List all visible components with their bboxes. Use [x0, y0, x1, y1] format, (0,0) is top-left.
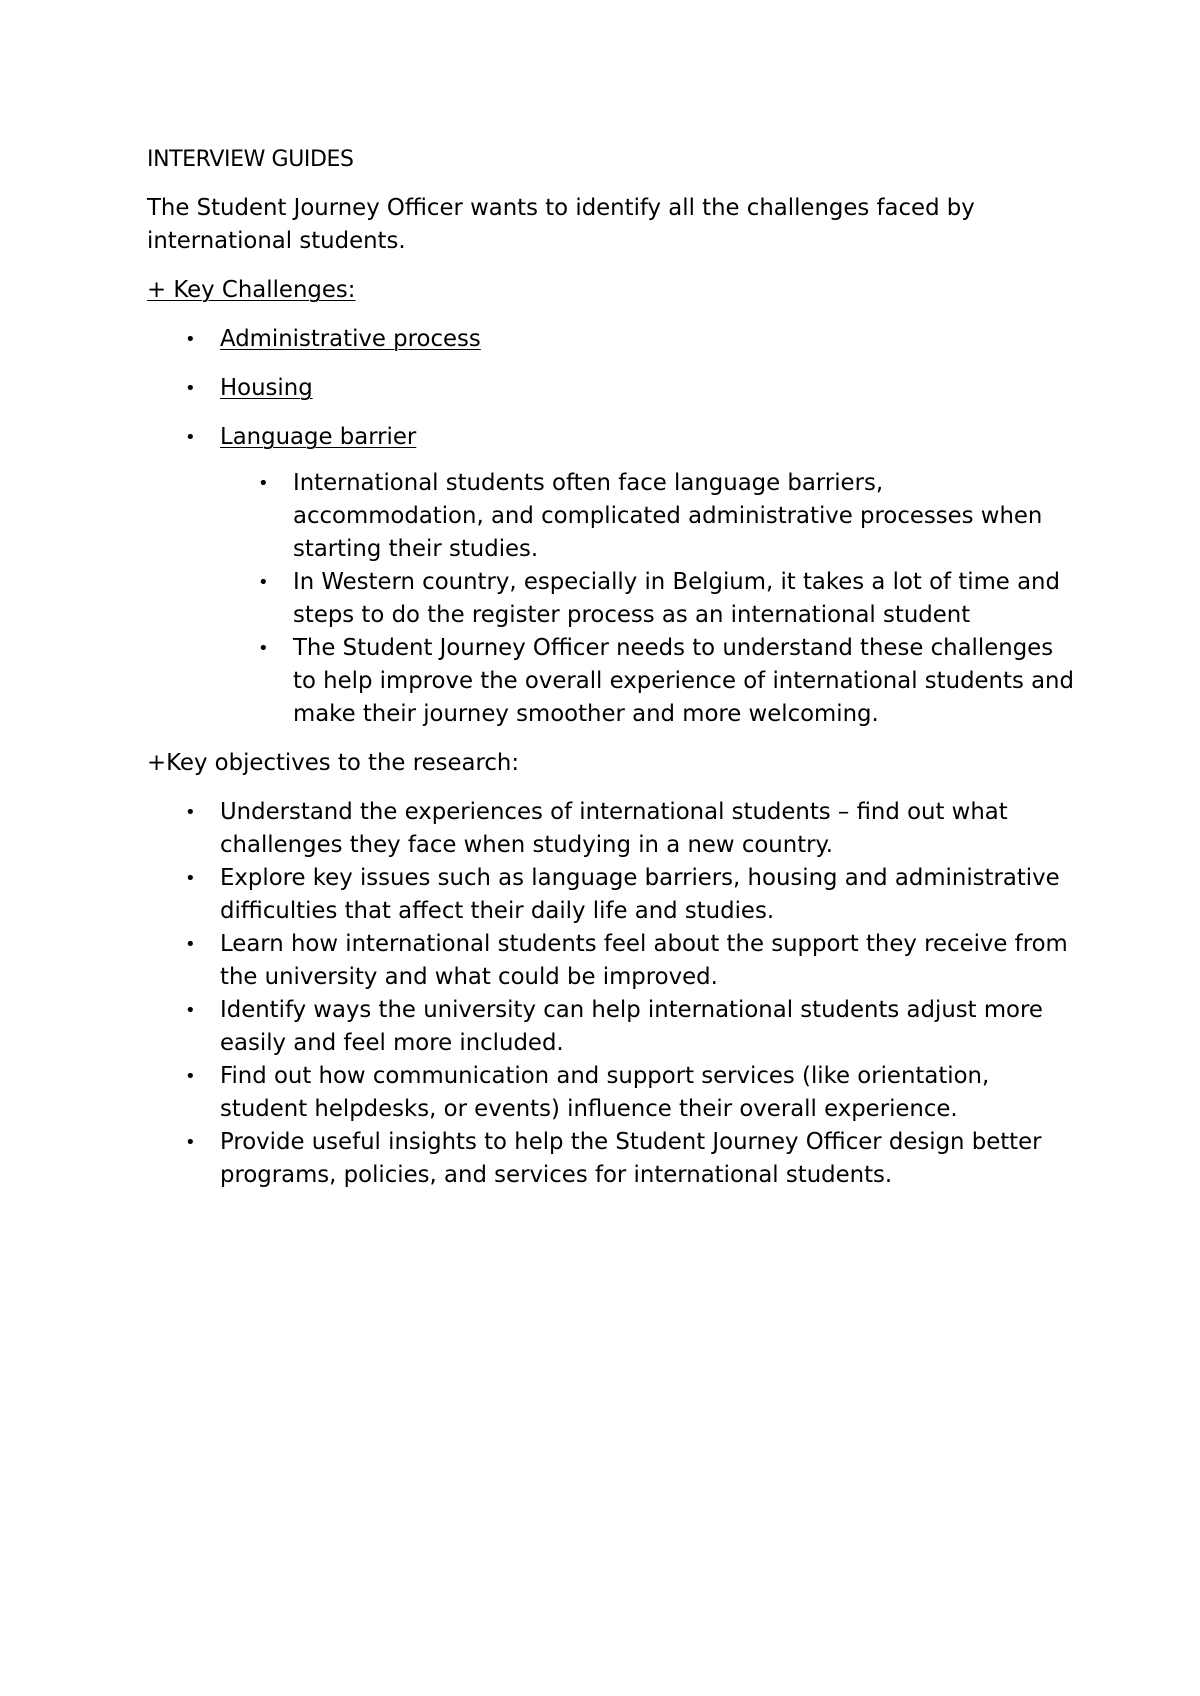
- challenge-detail-text: The Student Journey Officer needs to understand these challenges to help improve the overall experience of international students and make their journey smoother and more welcoming.: [293, 635, 1074, 727]
- list-item: [220, 632, 1077, 731]
- list-item: [147, 862, 1077, 928]
- bullet-icon: •: [258, 572, 269, 593]
- intro-paragraph: The Student Journey Officer wants to identify all the challenges faced by international students.: [147, 195, 975, 254]
- challenge-detail-text: International students often face language barriers, accommodation, and complicated administrative processes when starting their studies.: [293, 470, 1043, 562]
- bullet-icon: •: [185, 427, 196, 448]
- document-title: INTERVIEW GUIDES: [147, 147, 354, 172]
- challenge-language-barrier: Language barrier: [220, 424, 417, 450]
- objective-text: Find out how communication and support services (like orientation, student helpdesks, or events) influence their overall experience.: [220, 1063, 990, 1122]
- challenge-details-list: [220, 467, 1077, 731]
- objective-text: Provide useful insights to help the Student Journey Officer design better programs, policies, and services for international students.: [220, 1129, 1042, 1188]
- bullet-icon: •: [185, 378, 196, 399]
- list-item: [147, 1126, 1077, 1192]
- bullet-icon: •: [185, 802, 196, 823]
- list-item: [147, 928, 1077, 994]
- list-item: [147, 323, 1077, 356]
- bullet-icon: •: [185, 868, 196, 889]
- list-item: [147, 1060, 1077, 1126]
- bullet-icon: •: [185, 1000, 196, 1021]
- list-item: [147, 421, 1077, 731]
- document-page: [147, 143, 1077, 1192]
- bullet-icon: •: [185, 1132, 196, 1153]
- key-challenges-heading: + Key Challenges:: [147, 277, 356, 303]
- objective-text: Learn how international students feel about the support they receive from the university and what could be improved.: [220, 931, 1068, 990]
- list-item: [147, 372, 1077, 405]
- list-item: [220, 467, 1077, 566]
- challenge-housing: Housing: [220, 375, 313, 401]
- objective-text: Explore key issues such as language barriers, housing and administrative difficulties that affect their daily life and studies.: [220, 865, 1060, 924]
- bullet-icon: •: [258, 638, 269, 659]
- bullet-icon: •: [185, 1066, 196, 1087]
- challenge-administrative-process: Administrative process: [220, 326, 481, 352]
- bullet-icon: •: [258, 473, 269, 494]
- list-item: [220, 566, 1077, 632]
- challenge-detail-text: In Western country, especially in Belgium, it takes a lot of time and steps to do the register process as an international student: [293, 569, 1060, 628]
- list-item: [147, 994, 1077, 1060]
- objective-text: Understand the experiences of international students – find out what challenges they face when studying in a new country.: [220, 799, 1008, 858]
- list-item: [147, 796, 1077, 862]
- challenges-list: [147, 323, 1077, 731]
- key-objectives-heading: +Key objectives to the research:: [147, 750, 519, 776]
- bullet-icon: •: [185, 329, 196, 350]
- objectives-list: [147, 796, 1077, 1192]
- bullet-icon: •: [185, 934, 196, 955]
- objective-text: Identify ways the university can help international students adjust more easily and feel more included.: [220, 997, 1043, 1056]
